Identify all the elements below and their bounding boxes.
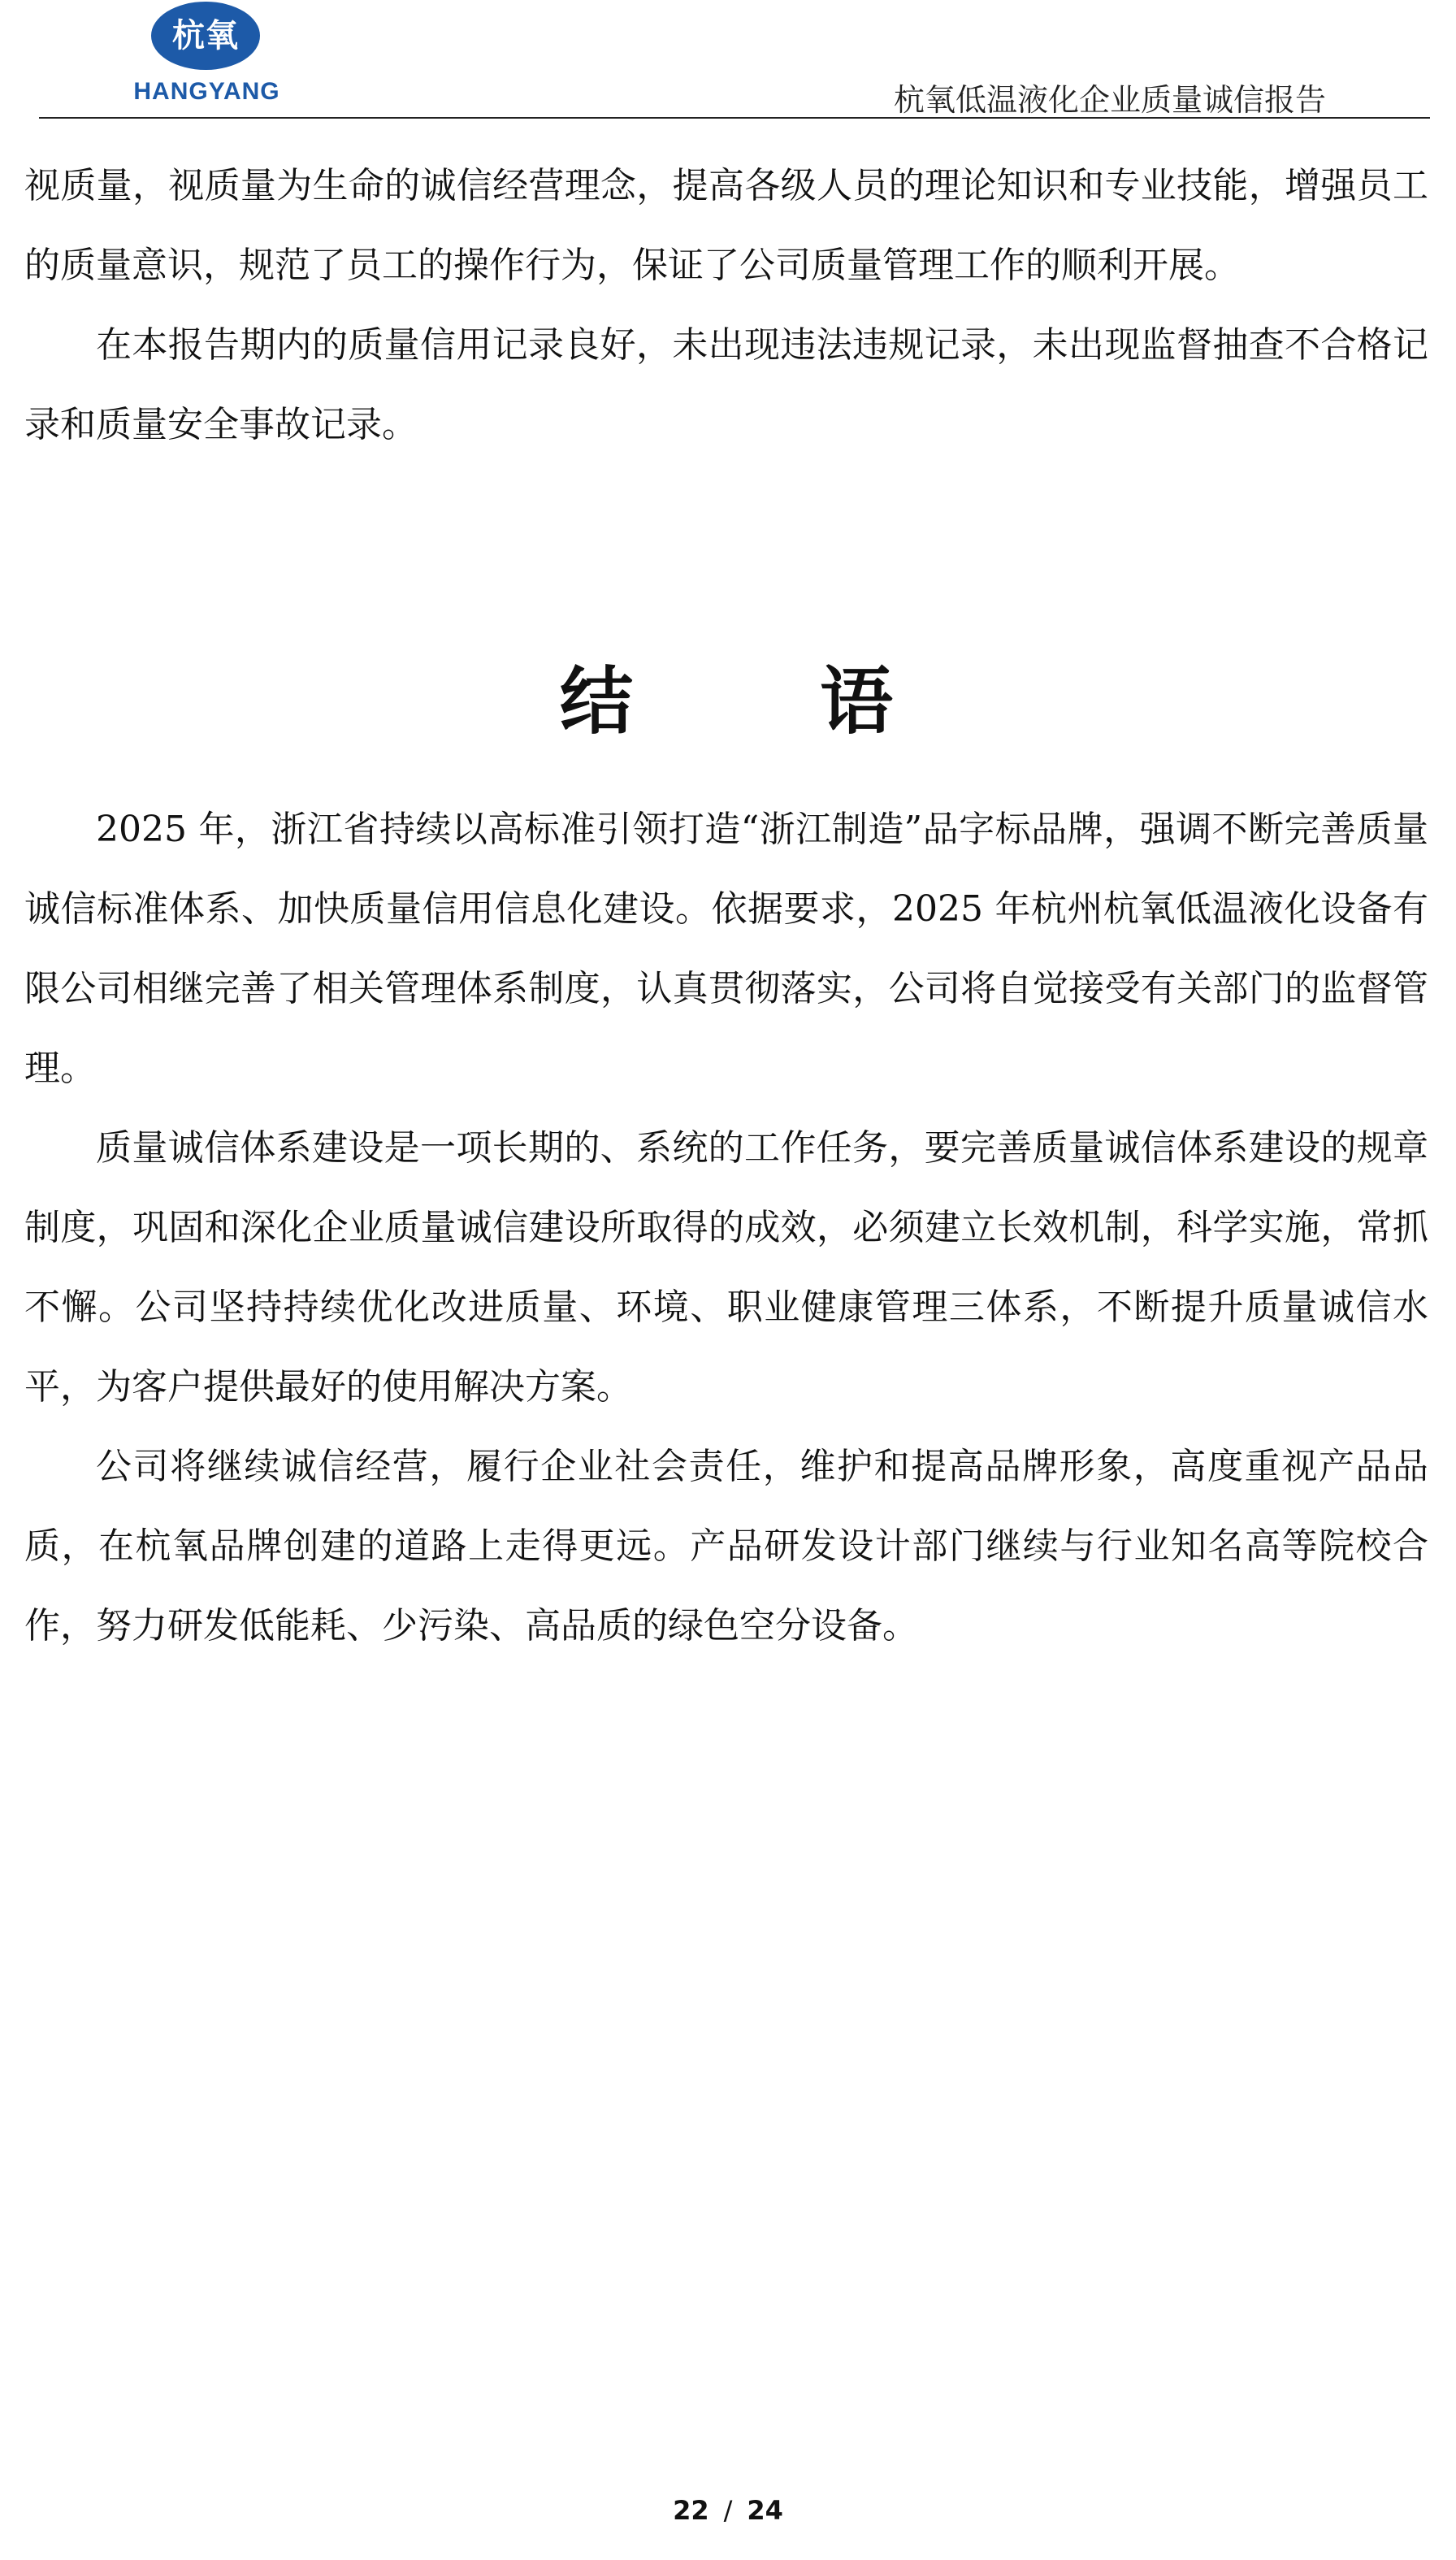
hangyang-logo-badge: 杭氧 [151, 2, 260, 70]
heading-char: 语 [820, 658, 893, 744]
spacer [24, 754, 1428, 790]
spacer [24, 465, 1428, 649]
current-page: 22 [673, 2495, 709, 2526]
conclusion-paragraph: 2025 年，浙江省持续以高标准引领打造“浙江制造”品字标品牌，强调不断完善质量诚信标准体系、加快质量信用信息化建设。依据要求，2025 年杭州杭氧低温液化设备有限公司相继完善了相关管理体系制度，认真贯彻落实，公司将自觉接受有关部门的监督管理。 [24, 809, 1428, 1089]
conclusion-paragraph: 质量诚信体系建设是一项长期的、系统的工作任务，要完善质量诚信体系建设的规章制度，巩固和深化企业质量诚信建设所取得的成效，必须建立长效机制，科学实施，常抓不懈。公司坚持持续优化改进质量、环境、职业健康管理三体系，不断提升质量诚信水平，为客户提供最好的使用解决方案。 [24, 1127, 1428, 1408]
report-title: 杭氧低温液化企业质量诚信报告 [893, 82, 1326, 118]
page-separator: / [723, 2495, 733, 2526]
record-paragraph: 在本报告期内的质量信用记录良好，未出现违法违规记录，未出现监督抽查不合格记录和质量安全事故记录。 [24, 324, 1428, 445]
hangyang-logo-wordmark: HANGYANG [133, 78, 280, 105]
heading-char: 结 [560, 658, 633, 744]
header-divider [39, 117, 1430, 119]
page-number [0, 2495, 1456, 2526]
section-heading-conclusion [24, 649, 1428, 754]
page-content [24, 146, 1428, 1666]
conclusion-paragraph: 公司将继续诚信经营，履行企业社会责任，维护和提高品牌形象，高度重视产品品质，在杭氧品牌创建的道路上走得更远。产品研发设计部门继续与行业知名高等院校合作，努力研发低能耗、少污染、高品质的绿色空分设备。 [24, 1446, 1428, 1647]
continued-paragraph: 视质量，视质量为生命的诚信经营理念，提高各级人员的理论知识和专业技能，增强员工的质量意识，规范了员工的操作行为，保证了公司质量管理工作的顺利开展。 [24, 165, 1428, 286]
total-pages: 24 [747, 2495, 783, 2526]
page-header [0, 0, 1456, 122]
